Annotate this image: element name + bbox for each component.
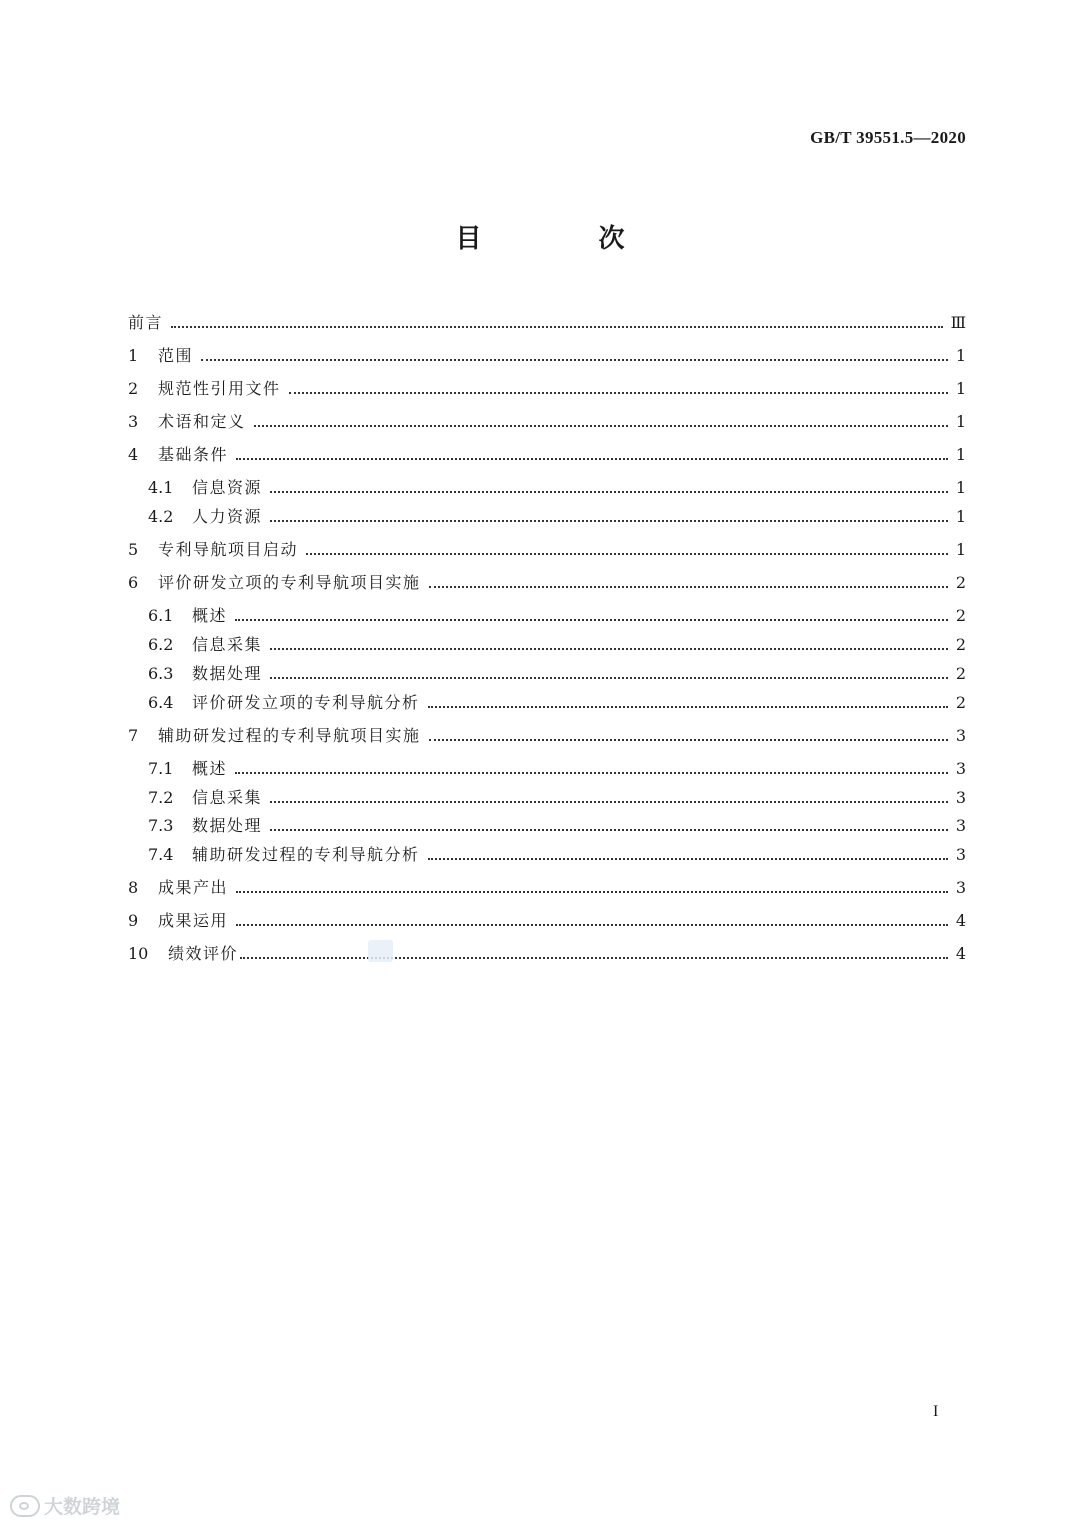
leader-dots — [270, 801, 948, 803]
watermark — [10, 1492, 120, 1519]
leader-dots — [429, 586, 948, 588]
leader-dots — [428, 706, 948, 708]
toc-number: 9 — [128, 911, 139, 930]
toc-page: 3 — [955, 845, 966, 864]
toc-number: 2 — [128, 379, 139, 398]
leader-dots — [254, 425, 948, 427]
toc-page: 3 — [955, 878, 966, 897]
toc-number: 10 — [128, 944, 149, 963]
leader-dots — [270, 648, 948, 650]
toc-label: 概述 — [192, 606, 228, 625]
toc-label: 辅助研发过程的专利导航分析 — [192, 845, 420, 864]
toc-page: 1 — [955, 346, 966, 365]
toc-entry-7-2[interactable] — [148, 787, 966, 809]
toc-entry-8[interactable] — [128, 877, 966, 899]
leader-dots — [270, 829, 948, 831]
leader-dots — [428, 858, 948, 860]
toc-label: 前言 — [128, 313, 164, 332]
page-title: 目 次 — [455, 224, 679, 254]
toc-label: 信息采集 — [192, 635, 263, 654]
toc-page: 2 — [955, 693, 966, 712]
toc-page: 2 — [955, 664, 966, 683]
toc-number: 7.2 — [148, 788, 174, 807]
toc-entry-9[interactable] — [128, 910, 966, 932]
toc-entry-6-2[interactable] — [148, 634, 966, 656]
toc-page: 2 — [955, 606, 966, 625]
toc-label: 术语和定义 — [158, 412, 246, 431]
toc-entry-4-2[interactable] — [148, 506, 966, 528]
toc-entry-7-4[interactable] — [148, 844, 966, 866]
toc-entry-6-3[interactable] — [148, 663, 966, 685]
toc-number: 6.3 — [148, 664, 174, 683]
toc-label: 规范性引用文件 — [158, 379, 281, 398]
toc-entry-2[interactable] — [128, 378, 966, 400]
leader-dots — [171, 326, 943, 328]
toc-entry-6-4[interactable] — [148, 692, 966, 714]
leader-dots — [270, 491, 948, 493]
toc-entry-10[interactable] — [128, 943, 966, 965]
leader-dots — [201, 359, 948, 361]
toc-page: 4 — [955, 911, 966, 930]
toc-entry-4-1[interactable] — [148, 477, 966, 499]
toc-entry-foreword[interactable] — [128, 312, 966, 334]
leader-dots — [235, 772, 948, 774]
toc-label: 评价研发立项的专利导航分析 — [192, 693, 420, 712]
toc-number: 7.4 — [148, 845, 174, 864]
toc-label: 成果产出 — [158, 878, 229, 897]
scan-mark — [368, 940, 393, 962]
toc-entry-6-1[interactable] — [148, 605, 966, 627]
toc-page: 3 — [955, 726, 966, 745]
toc-entry-1[interactable] — [128, 345, 966, 367]
toc-page: 1 — [955, 412, 966, 431]
toc-number: 8 — [128, 878, 139, 897]
toc-label: 评价研发立项的专利导航项目实施 — [158, 573, 421, 592]
toc-label: 范围 — [158, 346, 194, 365]
toc-entry-7-1[interactable] — [148, 758, 966, 780]
toc-page: 2 — [955, 573, 966, 592]
toc-page: 1 — [955, 445, 966, 464]
toc-page: 1 — [955, 379, 966, 398]
toc-entry-7-3[interactable] — [148, 815, 966, 837]
toc-number: 7.1 — [148, 759, 174, 778]
leader-dots — [240, 957, 948, 959]
toc-number: 1 — [128, 346, 139, 365]
toc-entry-6[interactable] — [128, 572, 966, 594]
leader-dots — [289, 392, 948, 394]
toc-page: 3 — [955, 759, 966, 778]
leader-dots — [235, 619, 948, 621]
toc-page: 2 — [955, 635, 966, 654]
leader-dots — [306, 553, 948, 555]
toc-label: 数据处理 — [192, 816, 263, 835]
toc-number: 7.3 — [148, 816, 174, 835]
toc-label: 概述 — [192, 759, 228, 778]
toc-number: 4.1 — [148, 478, 174, 497]
toc-label: 人力资源 — [192, 507, 263, 526]
toc-number: 6.1 — [148, 606, 174, 625]
toc-label: 信息采集 — [192, 788, 263, 807]
toc-page: Ⅲ — [950, 313, 966, 332]
toc-number: 7 — [128, 726, 139, 745]
toc-label: 信息资源 — [192, 478, 263, 497]
toc-label: 成果运用 — [158, 911, 229, 930]
toc-label: 辅助研发过程的专利导航项目实施 — [158, 726, 421, 745]
toc-number: 4.2 — [148, 507, 174, 526]
toc-label: 数据处理 — [192, 664, 263, 683]
toc-page: 4 — [955, 944, 966, 963]
toc-entry-7[interactable] — [128, 725, 966, 747]
toc-entry-4[interactable] — [128, 444, 966, 466]
leader-dots — [270, 520, 948, 522]
toc-page: 3 — [955, 788, 966, 807]
watermark-logo-icon — [10, 1495, 40, 1517]
leader-dots — [429, 739, 948, 741]
toc-label: 绩效评价 — [168, 944, 239, 963]
toc-page: 1 — [955, 478, 966, 497]
watermark-text: 大数跨境 — [44, 1496, 121, 1518]
toc-number: 6 — [128, 573, 139, 592]
standard-code: GB/T 39551.5—2020 — [810, 128, 966, 147]
toc-page: 3 — [955, 816, 966, 835]
page-number: I — [933, 1403, 939, 1420]
leader-dots — [270, 677, 948, 679]
toc-label: 基础条件 — [158, 445, 229, 464]
leader-dots — [236, 924, 948, 926]
toc-number: 4 — [128, 445, 139, 464]
toc-number: 3 — [128, 412, 139, 431]
leader-dots — [236, 891, 948, 893]
toc-label: 专利导航项目启动 — [158, 540, 299, 559]
toc-entry-3[interactable] — [128, 411, 966, 433]
toc-number: 5 — [128, 540, 139, 559]
leader-dots — [236, 458, 948, 460]
toc-entry-5[interactable] — [128, 539, 966, 561]
toc-number: 6.4 — [148, 693, 174, 712]
toc-page: 1 — [955, 507, 966, 526]
toc-number: 6.2 — [148, 635, 174, 654]
toc-page: 1 — [955, 540, 966, 559]
